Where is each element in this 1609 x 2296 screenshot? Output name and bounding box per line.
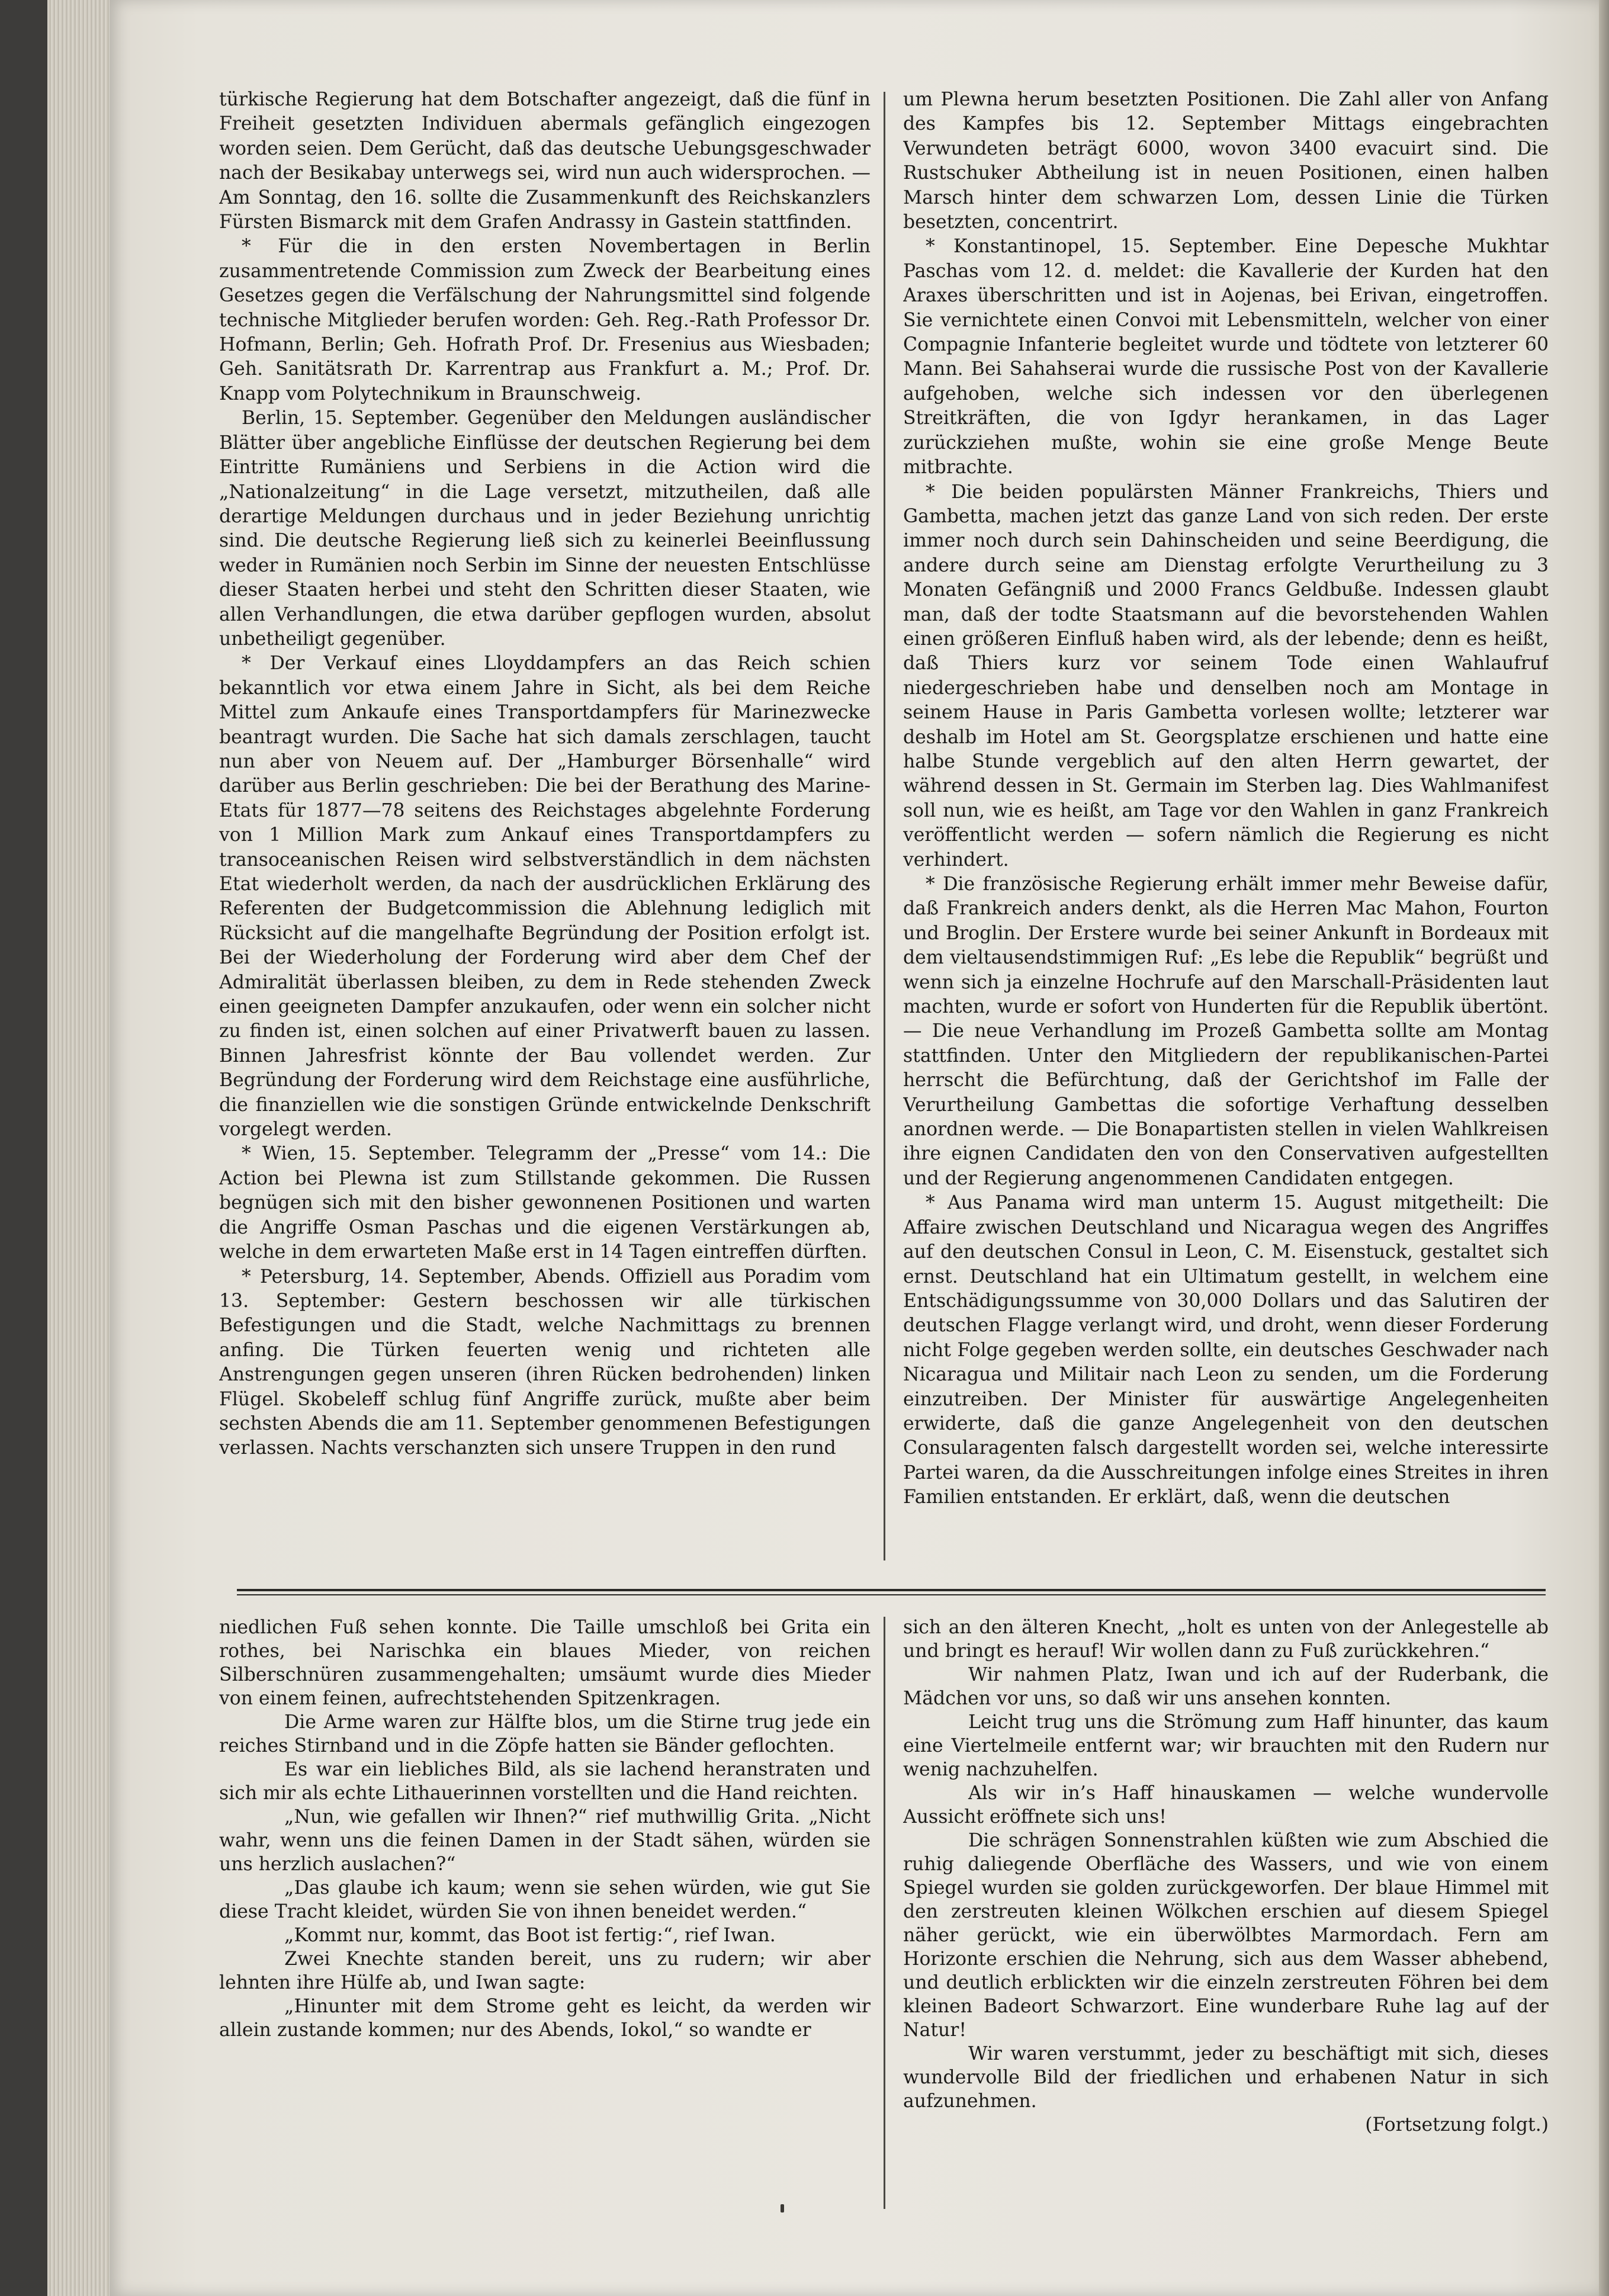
paragraph-thiers-gambetta: * Die beiden populärsten Männer Frankreichs, Thiers und Gambetta, machen jetzt das ganze Land von sich reden. Der erste immer noch durch sein Dahinscheiden und seine Beerdigung, die andere durch seine am Dienstag erfolgte Verurtheilung zu 3 Monaten Gefängniß und 2000 Francs Geldbuße. Indessen glaubt man, daß der todte Staatsmann auf die bevorstehenden Wahlen einen größeren Einfluß haben wird, als der lebende; denn es heißt, daß Thiers kurz vor seinem Tode einen Wahlaufruf niedergeschrieben habe und denselben noch am Montage in seinem Hause in Paris Gambetta vorlesen wollte; letzterer war deshalb im Hotel am St. Georgsplatze erschienen und hatte eine halbe Stunde vergeblich auf den alten Herrn gewartet, der während dessen in St. Germain im Sterben lag. Dies Wahlmanifest soll nun, wie es heißt, am Tage vor den Wahlen in ganz Frankreich veröffentlicht werden — sofern nämlich die Regierung es nicht verhindert. bbox=[903, 481, 1549, 871]
feuilleton-paragraph: Die Arme waren zur Hälfte blos, um die Stirne trug jede ein reiches Stirnband und in die Zöpfe hatten sie Bänder geflochten. bbox=[219, 1711, 871, 1756]
feuilleton-paragraph: sich an den älteren Knecht, „holt es unten von der Anlegestelle ab und bringt es herauf! Wir wollen dann zu Fuß zurückkehren.“ bbox=[903, 1617, 1549, 1662]
paragraph-berlin-romania-serbia: Berlin, 15. September. Gegenüber den Meldungen ausländischer Blätter über angebliche Einflüsse der deutschen Regierung bei dem Eintritte Rumäniens und Serbiens in die Action wird die „Nationalzeitung“ in die Lage versetzt, mitzutheilen, daß alle derartige Meldungen durchaus und in jeder Beziehung unrichtig sind. Die deutsche Regierung ließ sich zu keinerlei Beeinflussung weder in Rumänien noch Serbin im Sinne der neuesten Entschlüsse dieser Staaten herbei und steht den Schritten dieser Staaten, wie allen Verhandlungen, die etwa darüber gepflogen wurden, absolut unbetheiligt gegenüber. bbox=[219, 407, 871, 650]
feuilleton-paragraph: niedlichen Fuß sehen konnte. Die Taille umschloß bei Grita ein rothes, bei Narischka ein blaues Mieder, von reichen Silberschnüren zusammengehalten; umsäumt wurde dies Mieder von einem feinen, aufrechtstehenden Spitzenkragen. bbox=[219, 1617, 871, 1709]
feuilleton-paragraph: Es war ein liebliches Bild, als sie lachend heranstraten und sich mir als echte Lithauerinnen vorstellten und die Hand reichten. bbox=[219, 1759, 871, 1804]
feuilleton-paragraph: Wir waren verstummt, jeder zu beschäftigt mit sich, dieses wundervolle Bild der friedlichen und erhabenen Natur in sich aufzunehmen. bbox=[903, 2043, 1549, 2112]
feuilleton-separator-rule bbox=[237, 1589, 1546, 1591]
book-page-stack bbox=[47, 0, 113, 2296]
page-speck bbox=[781, 2204, 784, 2212]
column-divider-upper bbox=[884, 92, 885, 1560]
feuilleton-column-left bbox=[219, 1616, 871, 2220]
feuilleton-paragraph: Zwei Knechte standen bereit, uns zu rudern; wir aber lehnten ihre Hülfe ab, und Iwan sagte: bbox=[219, 1948, 871, 1993]
news-column-left bbox=[219, 88, 871, 1565]
column-divider-lower bbox=[884, 1617, 885, 2209]
feuilleton-paragraph: Wir nahmen Platz, Iwan und ich auf der Ruderbank, die Mädchen vor uns, so daß wir uns ansehen konnten. bbox=[903, 1664, 1549, 1709]
paragraph-lloyd-steamer: * Der Verkauf eines Lloyddampfers an das Reich schien bekanntlich vor etwa einem Jahre in Sicht, als bei dem Reiche Mittel zum Ankaufe eines Transportdampfers für Marinezwecke beantragt wurden. Die Sache hat sich damals zerschlagen, taucht nun aber von Neuem auf. Der „Hamburger Börsenhalle“ wird darüber aus Berlin geschrieben: Die bei der Berathung des Marine-Etats für 1877—78 seitens des Reichstages abgelehnte Forderung von 1 Million Mark zum Ankauf eines Transportdampfers zu transoceanischen Reisen wird selbstverständlich in dem nächsten Etat wiederholt werden, da nach der ausdrücklichen Erklärung des Referenten der Budgetcommission die Ablehnung lediglich mit Rücksicht auf die mangelhafte Begründung der Position erfolgt ist. Bei der Wiederholung der Forderung wird aber dem Chef der Admiralität überlassen bleiben, zu dem in Rede stehenden Zweck einen geeigneten Dampfer anzukaufen, oder wenn ein solcher nicht zu finden ist, einen solchen auf einer Privatwerft bauen zu lassen. Binnen Jahresfrist könnte der Bau vollendet werden. Zur Begründung der Forderung wird dem Reichstage eine ausführliche, die finanziellen wie die sonstigen Gründe entwickelnde Denkschrift vorgelegt werden. bbox=[219, 653, 871, 1141]
paragraph-petersburg-plewna: * Petersburg, 14. September, Abends. Offiziell aus Poradim vom 13. September: Gestern beschossen wir alle türkischen Befestigungen und die Stadt, welche Nachmittags zu brennen anfing. Die Türken feuerten wenig und richteten alle Anstrengungen gegen unseren (ihren Rücken bedrohenden) linken Flügel. Skobeleff schlug fünf Angriffe zurück, mußte aber beim sechsten Abends die am 11. September genommenen Befestigungen verlassen. Nachts verschanzten sich unsere Truppen in den rund bbox=[219, 1266, 871, 1459]
feuilleton-column-right bbox=[903, 1616, 1549, 2220]
paragraph-turkish-government: türkische Regierung hat dem Botschafter angezeigt, daß die fünf in Freiheit gesetzten Individuen abermals gefänglich eingezogen worden seien. Dem Gerücht, daß das deutsche Uebungsgeschwader nach der Besikabay unterwegs sei, wird nun auch widersprochen. — Am Sonntag, den 16. sollte die Zusammenkunft des Reichskanzlers Fürsten Bismarck mit dem Grafen Andrassy in Gastein stattfinden. bbox=[219, 89, 871, 233]
news-column-right bbox=[903, 88, 1549, 1565]
paragraph-wien-telegram: * Wien, 15. September. Telegramm der „Presse“ vom 14.: Die Action bei Plewna ist zum Stillstande gekommen. Die Russen begnügen sich mit den bisher gewonnenen Positionen und warten die Angriffe Osman Paschas und die eigenen Verstärkungen ab, welche in dem erwarteten Maße erst in 14 Tagen eintreffen dürften. bbox=[219, 1143, 871, 1263]
feuilleton-paragraph: „Hinunter mit dem Strome geht es leicht, da werden wir allein zustande kommen; nur des Abends, Iokol,“ so wandte er bbox=[219, 1996, 871, 2041]
page-edge bbox=[1599, 0, 1609, 2296]
feuilleton-separator-rule-thin bbox=[237, 1594, 1546, 1595]
paragraph-food-adulteration-commission: * Für die in den ersten Novembertagen in Berlin zusammentretende Commission zum Zweck der Bearbeitung eines Gesetzes gegen die Verfälschung der Nahrungsmittel sind folgende technische Mitglieder berufen worden: Geh. Reg.-Rath Professor Dr. Hofmann, Berlin; Geh. Hofrath Prof. Dr. Fresenius aus Wiesbaden; Geh. Sanitätsrath Dr. Karrentrap aus Frankfurt a. M.; Prof. Dr. Knapp vom Polytechnikum in Braunschweig. bbox=[219, 236, 871, 404]
feuilleton-paragraph: „Das glaube ich kaum; wenn sie sehen würden, wie gut Sie diese Tracht kleidet, würden Sie von ihnen beneidet werden.“ bbox=[219, 1877, 871, 1922]
feuilleton-paragraph: „Nun, wie gefallen wir Ihnen?“ rief muthwillig Grita. „Nicht wahr, wenn uns die feinen Damen in der Stadt sähen, würden sie uns herzlich auslachen?“ bbox=[219, 1806, 871, 1875]
feuilleton-paragraph: Die schrägen Sonnenstrahlen küßten wie zum Abschied die ruhig daliegende Oberfläche des Wassers, und wie von einem Spiegel wurden sie golden zurückgeworfen. Der blaue Himmel mit den zerstreuten kleinen Wölkchen erschien auf diesem Spiegel näher gerückt, wie ein überwölbtes Marmordach. Fern am Horizonte erschien die Nehrung, sich aus dem Wasser abhebend, und deutlich erblickten wir die einzeln zerstreuten Föhren bei dem kleinen Badeort Schwarzort. Eine wunderbare Ruhe lag auf der Natur! bbox=[903, 1830, 1549, 2041]
feuilleton-paragraph: Leicht trug uns die Strömung zum Haff hinunter, das kaum eine Viertelmeile entfernt war; wir brauchten mit den Rudern nur wenig nachzuhelfen. bbox=[903, 1711, 1549, 1780]
paragraph-konstantinopel-kurds: * Konstantinopel, 15. September. Eine Depesche Mukhtar Paschas vom 12. d. meldet: die Kavallerie der Kurden hat den Araxes überschritten und ist in Aojenas, bei Erivan, eingetroffen. Sie vernichtete einen Convoi mit Lebensmitteln, welcher von einer Compagnie Infanterie begleitet wurde und tödtete von letzterer 60 Mann. Bei Sahahserai wurde die russische Post von der Kavallerie aufgehoben, welche sich indessen vor den überlegenen Streitkräften, die von Igdyr herankamen, in das Lager zurückziehen mußte, wohin sie eine große Menge Beute mitbrachte. bbox=[903, 236, 1549, 479]
feuilleton-paragraph: „Kommt nur, kommt, das Boot ist fertig:“, rief Iwan. bbox=[284, 1925, 776, 1946]
paragraph-plewna-positions: um Plewna herum besetzten Positionen. Die Zahl aller von Anfang des Kampfes bis 12. September Mittags eingebrachten Verwundeten beträgt 6000, wovon 3400 evacuirt sind. Die Rustschuker Abtheilung ist in neuen Positionen, einen halben Marsch hinter dem schwarzen Lom, dessen Linie die Türken besetzten, concentrirt. bbox=[903, 89, 1549, 233]
feuilleton-paragraph: Als wir in’s Haff hinauskamen — welche wundervolle Aussicht eröffnete sich uns! bbox=[903, 1783, 1549, 1828]
continuation-note: (Fortsetzung folgt.) bbox=[1365, 2114, 1549, 2136]
paragraph-panama-nicaragua: * Aus Panama wird man unterm 15. August mitgetheilt: Die Affaire zwischen Deutschland und Nicaragua wegen des Angriffes auf den deutschen Consul in Leon, C. M. Eisenstuck, gestaltet sich ernst. Deutschland hat ein Ultimatum gestellt, in welchem eine Entschädigungssumme von 30,000 Dollars und das Salutiren der deutschen Flagge verlangt wird, und droht, wenn dieser Forderung nicht Folge gegeben werden sollte, ein deutsches Geschwader nach Nicaragua und Militair nach Leon zu senden, um die Forderung einzutreiben. Der Minister für auswärtige Angelegenheiten erwiderte, daß die ganze Angelegenheit von den deutschen Consularagenten falsch dargestellt worden sei, welche interessirte Partei waren, da die Ausschreitungen infolge eines Streites in ihren Familien entstanden. Er erklärt, daß, wenn die deutschen bbox=[903, 1192, 1549, 1508]
paragraph-french-government: * Die französische Regierung erhält immer mehr Beweise dafür, daß Frankreich anders denkt, als die Herren Mac Mahon, Fourton und Broglin. Der Erstere wurde bei seiner Ankunft in Bordeaux mit dem vieltausendstimmigen Ruf: „Es lebe die Republik“ begrüßt und wenn sich ja einzelne Hochrufe auf den Marschall-Präsidenten laut machten, wurde er sofort von Hunderten für die Republik übertönt. — Die neue Verhandlung im Prozeß Gambetta sollte am Montag stattfinden. Unter den Mitgliedern der republikanischen-Partei herrscht die Befürchtung, daß der Gerichtshof im Falle der Verurtheilung Gambettas die sofortige Verhaftung desselben anordnen werde. — Die Bonapartisten stellen in vielen Wahlkreisen ihre eignen Candidaten den von den Conservativen aufgestellten und der Regierung angenommenen Candidaten entgegen. bbox=[903, 874, 1549, 1189]
